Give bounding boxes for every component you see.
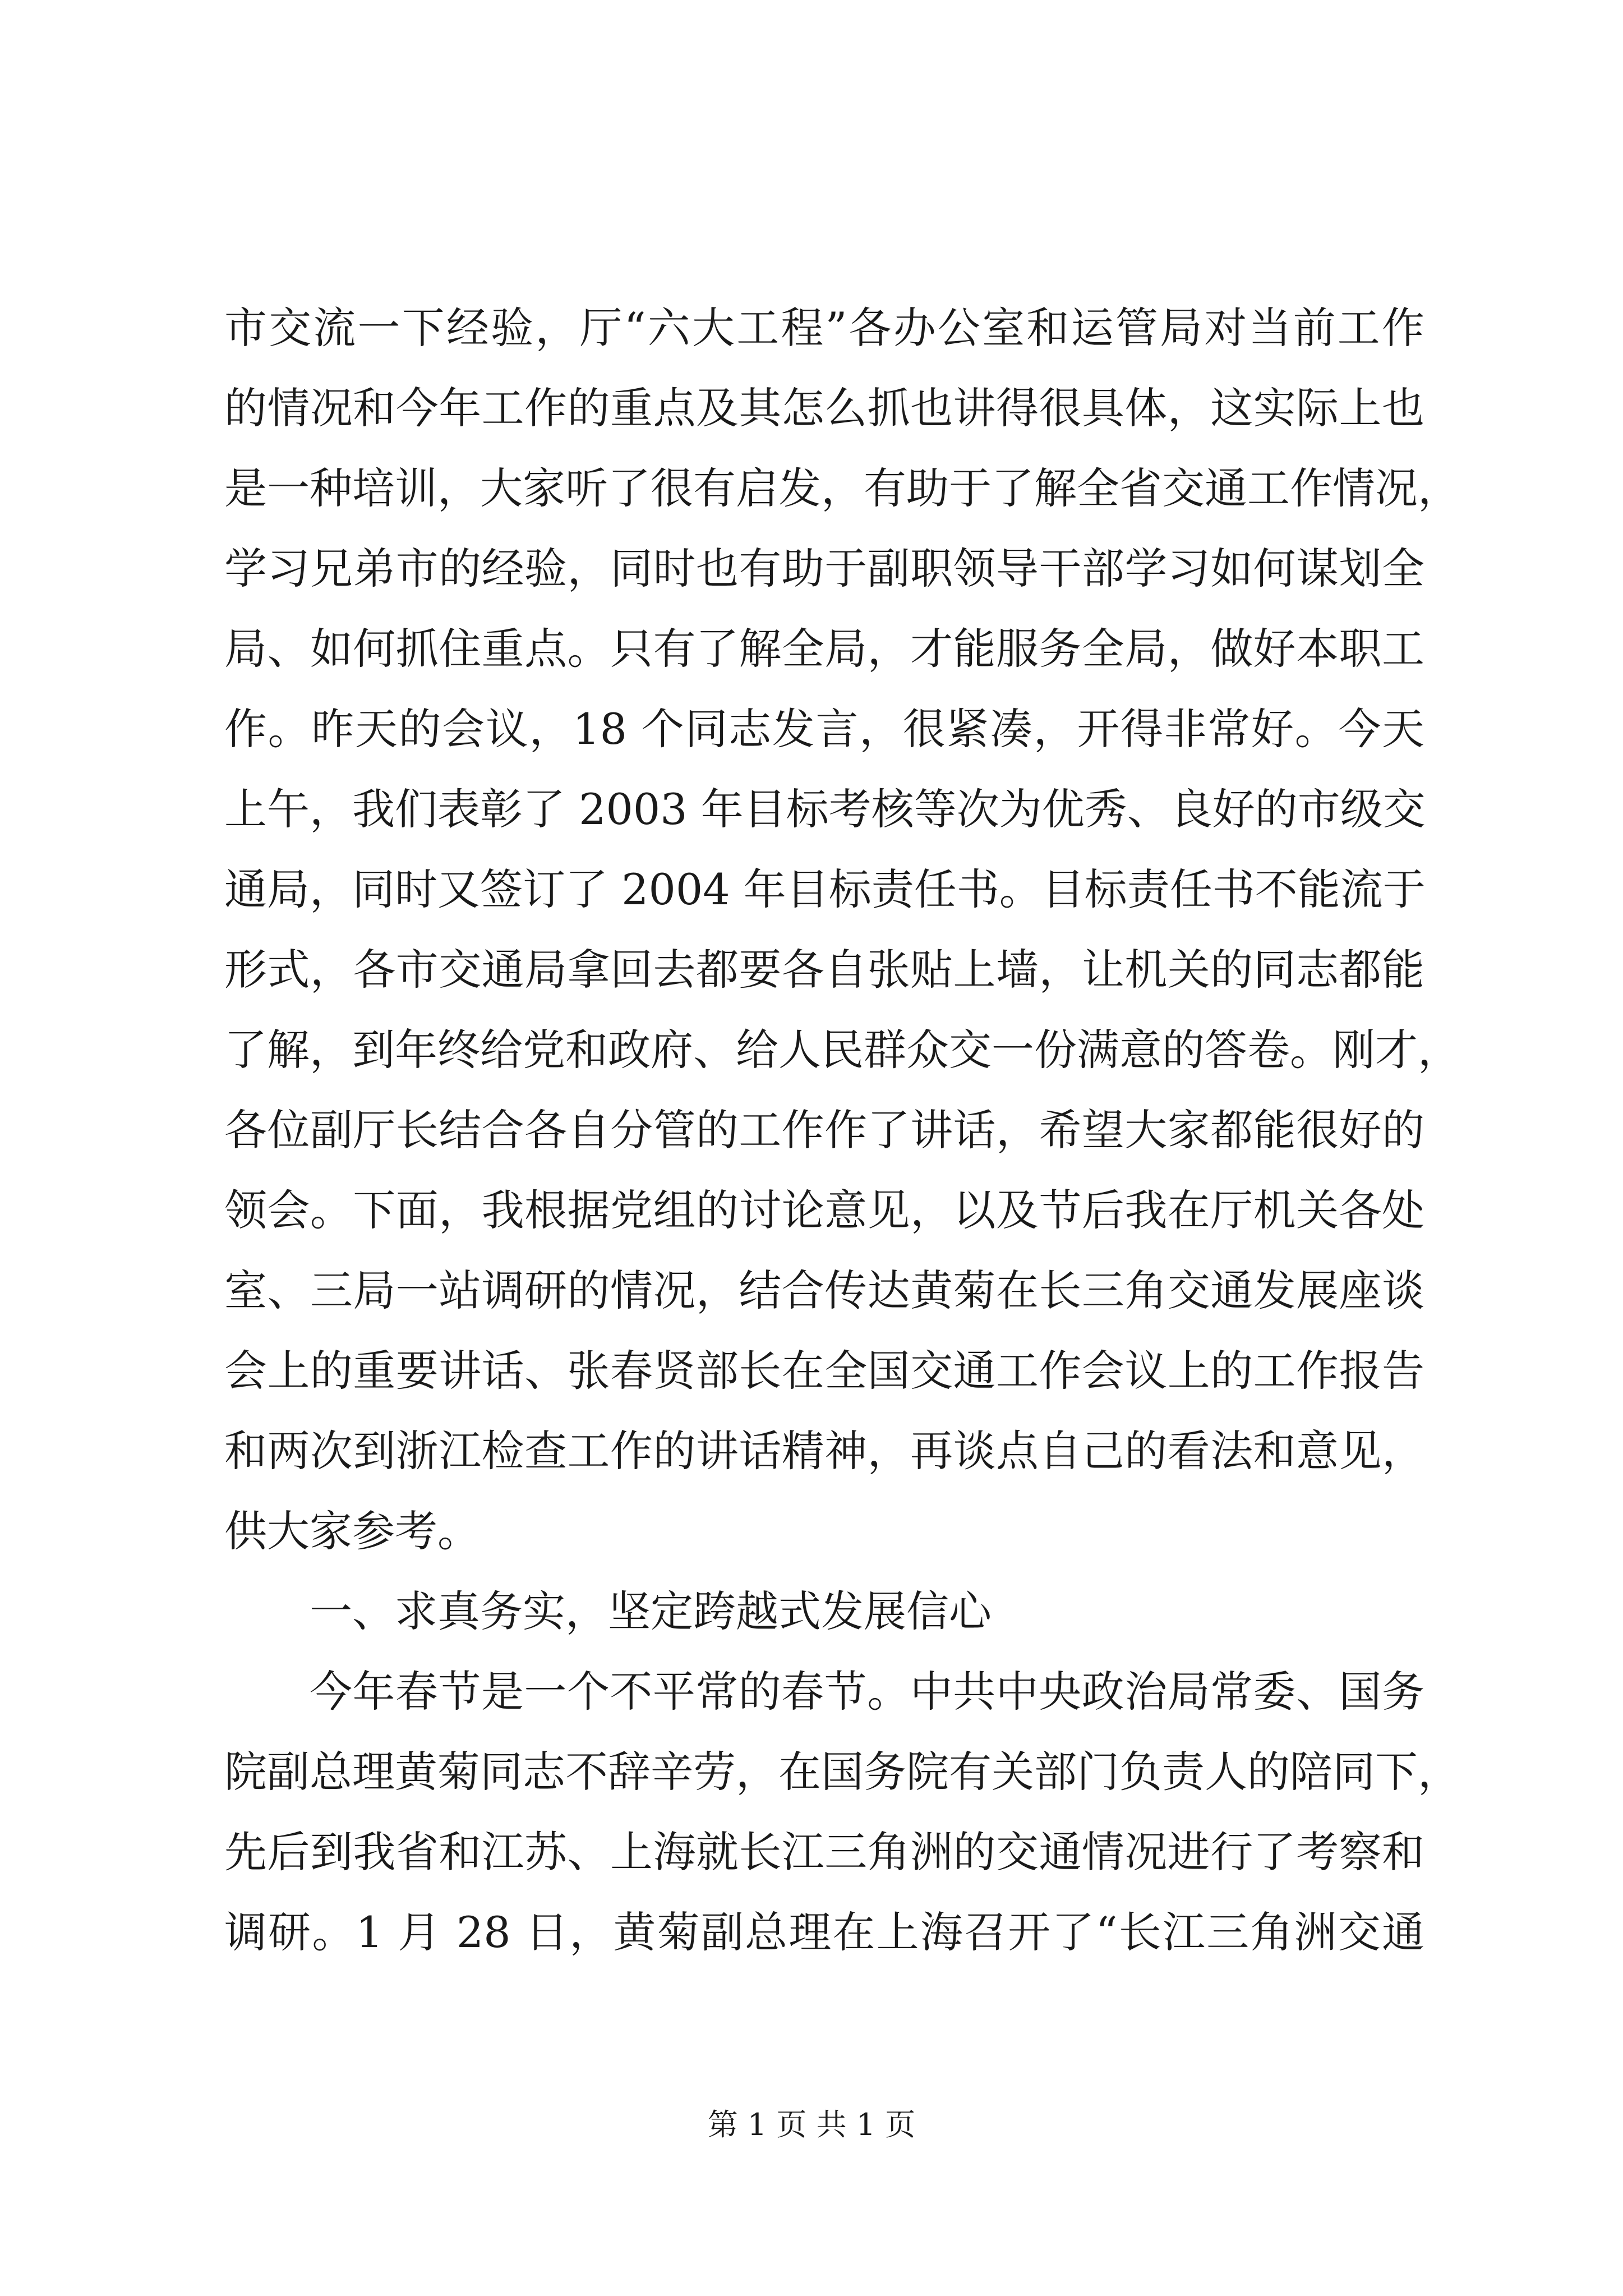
text-line: 今年春节是一个不平常的春节。中共中央政治局常委、国务	[310, 1667, 1424, 1717]
text-line: 局、如何抓住重点。只有了解全局，才能服务全局，做好本职工	[224, 624, 1424, 674]
body-text	[224, 303, 1460, 1987]
text-line: 领会。下面，我根据党组的讨论意见，以及节后我在厅机关各处	[224, 1185, 1424, 1235]
text-line: 形式，各市交通局拿回去都要各自张贴上墙，让机关的同志都能	[224, 945, 1424, 995]
text-line: 院副总理黄菊同志不辞辛劳，在国务院有关部门负责人的陪同下，	[224, 1747, 1460, 1797]
text-line: 供大家参考。	[224, 1506, 480, 1556]
text-line: 是一种培训，大家听了很有启发，有助于了解全省交通工作情况，	[224, 463, 1460, 513]
text-line: 的情况和今年工作的重点及其怎么抓也讲得很具体，这实际上也	[224, 383, 1424, 433]
text-line: 上午，我们表彰了 2003 年目标考核等次为优秀、良好的市级交	[224, 784, 1426, 834]
text-line: 室、三局一站调研的情况，结合传达黄菊在长三角交通发展座谈	[224, 1266, 1424, 1315]
text-line: 会上的重要讲话、张春贤部长在全国交通工作会议上的工作报告	[224, 1346, 1424, 1396]
section-heading: 一、求真务实，坚定跨越式发展信心	[310, 1586, 992, 1636]
text-line: 通局，同时又签订了 2004 年目标责任书。目标责任书不能流于	[224, 864, 1426, 914]
text-line: 作。昨天的会议，18 个同志发言，很紧凑，开得非常好。今天	[224, 704, 1424, 754]
text-line: 和两次到浙江检查工作的讲话精神，再谈点自己的看法和意见，	[224, 1426, 1424, 1476]
page-footer: 第 1 页 共 1 页	[707, 2107, 916, 2142]
text-line: 了解，到年终给党和政府、给人民群众交一份满意的答卷。刚才，	[224, 1025, 1460, 1075]
text-line: 先后到我省和江苏、上海就长江三角洲的交通情况进行了考察和	[224, 1827, 1424, 1877]
text-line: 市交流一下经验，厅“六大工程”各办公室和运管局对当前工作	[224, 303, 1424, 353]
text-line: 调研。1 月 28 日，黄菊副总理在上海召开了“长江三角洲交通	[224, 1907, 1424, 1957]
text-line: 学习兄弟市的经验，同时也有助于副职领导干部学习如何谋划全	[224, 544, 1424, 593]
text-line: 各位副厅长结合各自分管的工作作了讲话，希望大家都能很好的	[224, 1105, 1424, 1155]
